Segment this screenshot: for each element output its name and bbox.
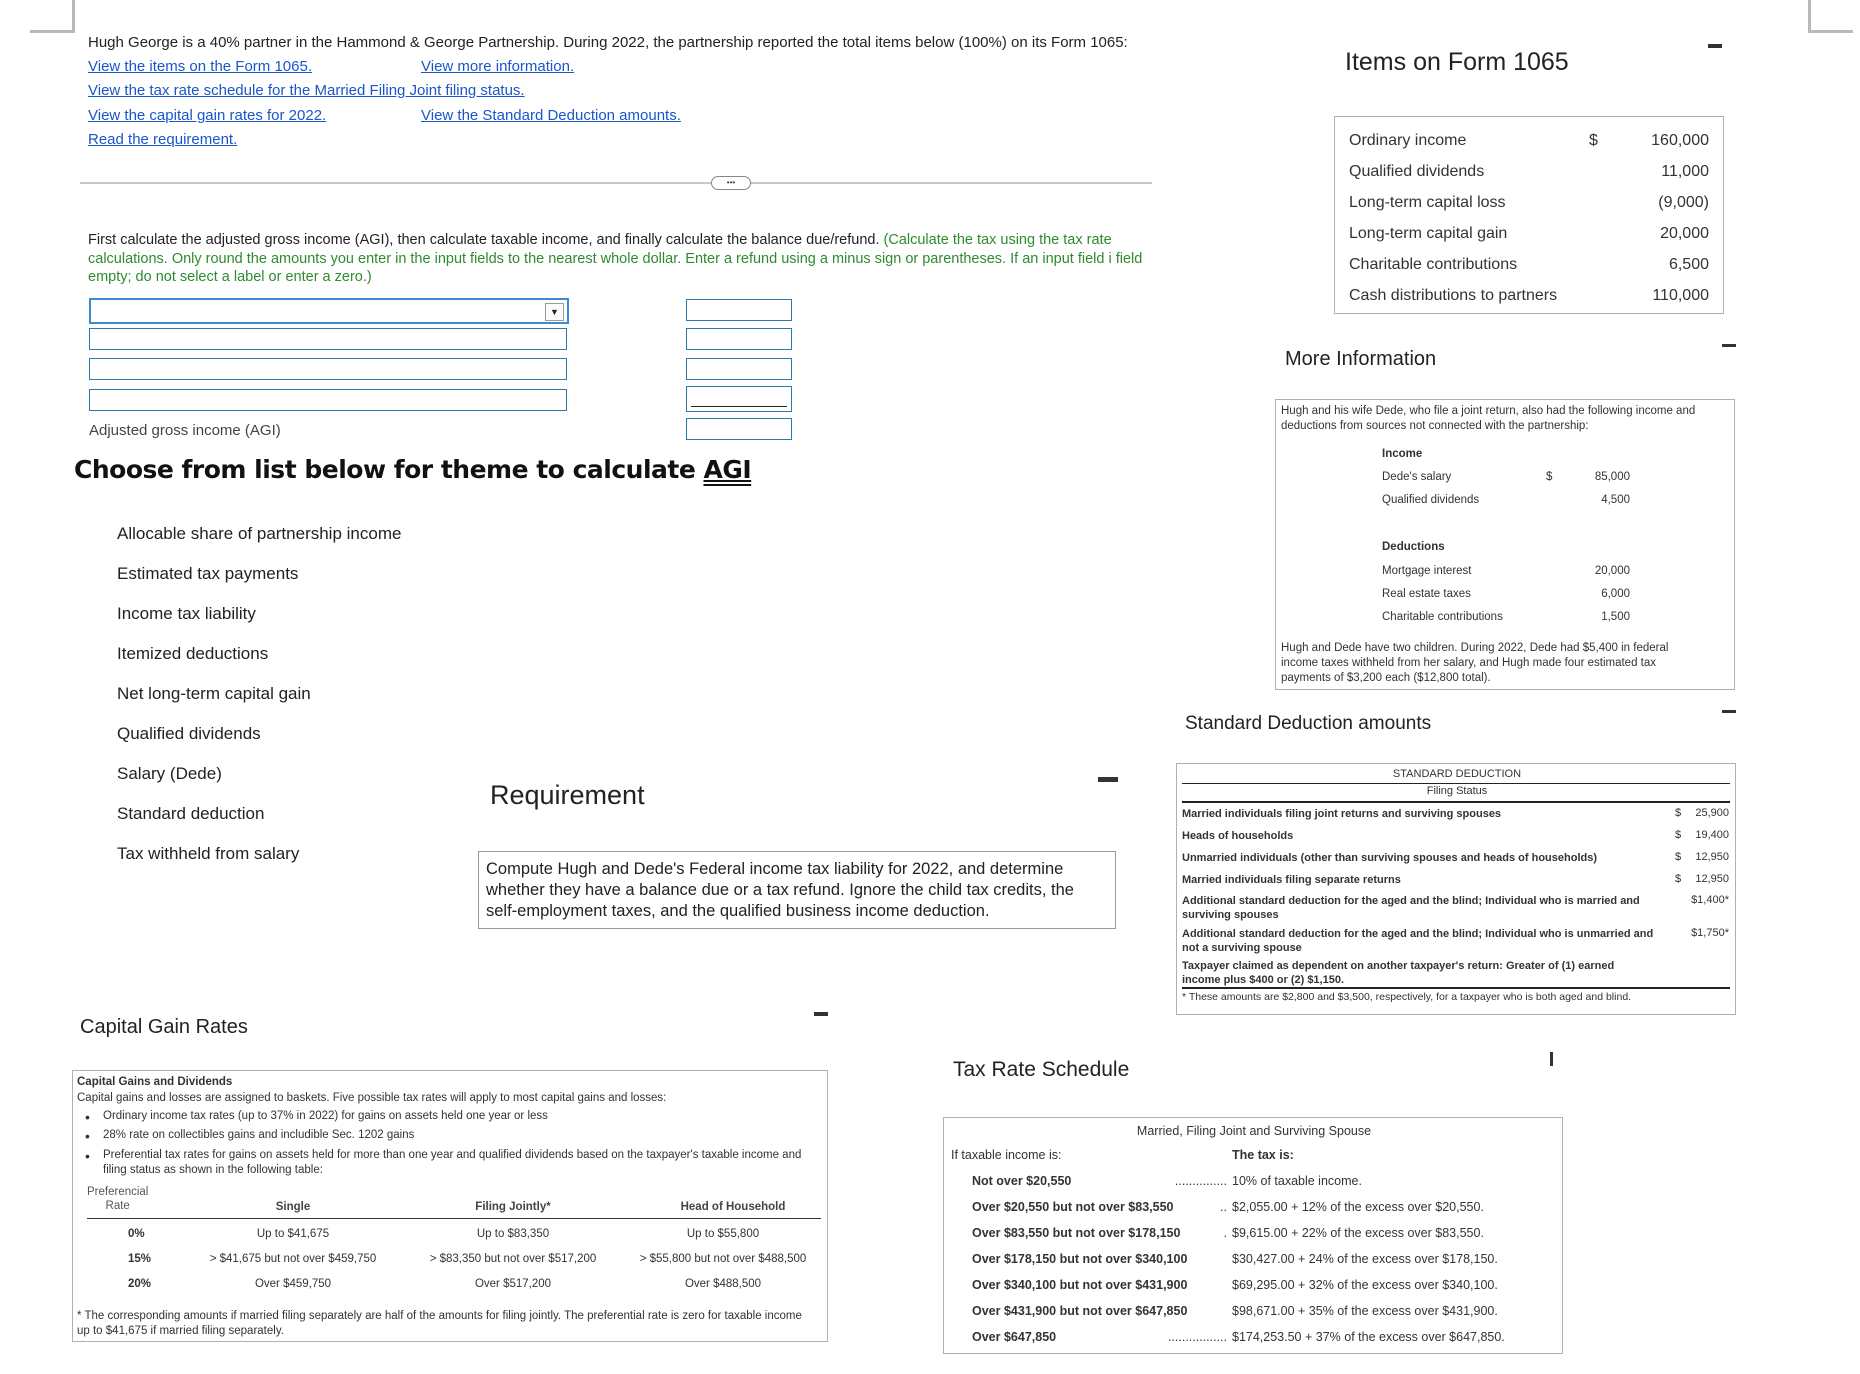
col-the-tax: The tax is: [1232,1148,1294,1162]
cap-gains-bullet: 28% rate on collectibles gains and includible Sec. 1202 gains [103,1129,415,1141]
std-head-1: STANDARD DEDUCTION [1392,768,1522,780]
std-row-value: 19,400 [1695,829,1729,841]
form1065-table [1349,125,1709,311]
cap-gains-header-rule [87,1218,821,1219]
std-head-rule-2 [1182,801,1730,803]
subtotal-rule [691,406,787,407]
form1065-row-label: Charitable contributions [1349,255,1518,273]
form1065-row [1349,280,1709,311]
form1065-row-label: Long-term capital gain [1349,224,1508,242]
expand-button[interactable] [711,176,751,190]
cap-gains-title: Capital Gain Rates [80,1016,248,1038]
cg-joint: Up to $83,350 [476,1228,550,1240]
form1065-row-value: 110,000 [1652,286,1709,304]
label-input-4[interactable] [89,389,567,411]
form1065-row [1349,187,1709,218]
form1065-title: Items on Form 1065 [1345,48,1569,76]
more-info-intro: Hugh and his wife Dede, who file a joint return, also had the following income and deductions from sources not connected with the partnership: [1281,405,1696,432]
choose-heading-text: Choose from list below for theme to calculate [74,455,704,484]
cap-gains-heading: Capital Gains and Dividends [77,1076,233,1088]
ts-dots: ................. [1167,1330,1227,1344]
more-dots-icon: ••• [726,178,736,187]
std-row-label: Taxpayer claimed as dependent on another taxpayer's return: Greater of (1) earned income plus $400 or (2) $1,150. [1182,960,1615,986]
form1065-table-box [1334,116,1724,314]
ts-tax: $69,295.00 + 32% of the excess over $340,100. [1232,1278,1498,1292]
form1065-row-label: Qualified dividends [1349,162,1485,180]
bullet-dot: • [85,1109,90,1125]
deduction-value: 20,000 [1594,565,1630,577]
minimize-icon-form1065[interactable] [1708,44,1722,48]
col-single: Single [275,1201,311,1213]
cg-joint: > $83,350 but not over $517,200 [429,1253,597,1265]
minimize-icon-cap-gains[interactable] [814,1012,828,1016]
cg-hoh: > $55,800 but not over $488,500 [639,1253,807,1265]
form1065-row-value: 11,000 [1661,162,1709,180]
choose-option[interactable]: Net long-term capital gain [117,684,311,703]
link-capital-gain-rates[interactable]: View the capital gain rates for 2022. [88,107,327,124]
deduction-label: Real estate taxes [1382,588,1471,600]
minimize-icon-more-info[interactable] [1722,344,1736,347]
std-footnote: * These amounts are $2,800 and $3,500, respectively, for a taxpayer who is both aged and blind. [1182,991,1632,1003]
tax-schedule-box [943,1117,1563,1354]
amount-input-3[interactable] [686,358,792,380]
corner-bracket-top-right [1808,0,1853,33]
choose-heading [74,455,751,484]
std-row-label: Unmarried individuals (other than surviving spouses and heads of households) [1182,852,1598,864]
ts-bracket: Not over $20,550 [972,1174,1072,1188]
cg-hoh: Up to $55,800 [686,1228,760,1240]
std-row-value: 25,900 [1695,807,1729,819]
choose-option[interactable]: Tax withheld from salary [117,844,300,863]
form1065-row-label: Cash distributions to partners [1349,286,1558,304]
std-row-dollar: $ [1675,829,1682,841]
instruction-note: (Calculate the tax using the tax rate calculations. Only round the amounts you enter in the input fields to the nearest whole dollar. Enter a refund using a minus sign or parentheses. If an input field i field empty; do not select a label or enter a zero.) [88,232,1143,285]
income-label: Dede's salary [1382,471,1452,483]
label-select-1[interactable] [89,298,569,324]
form1065-row-value: 20,000 [1660,224,1709,242]
std-deduction-title: Standard Deduction amounts [1185,713,1432,734]
std-row-label: Additional standard deduction for the aged and the blind; Individual who is married and surviving spouses [1182,895,1640,921]
std-row-value: 12,950 [1695,873,1729,885]
std-row-label: Heads of households [1182,830,1294,842]
deduction-label: Charitable contributions [1382,611,1503,623]
std-head-rule [1182,783,1730,784]
form1065-row-value: 6,500 [1668,255,1709,273]
form1065-row-dollar [1589,187,1619,218]
form1065-row [1349,218,1709,249]
deduction-label: Mortgage interest [1382,565,1472,577]
agi-amount-input[interactable] [686,418,792,440]
cg-hoh: Over $488,500 [684,1278,762,1290]
link-form-1065-items[interactable]: View the items on the Form 1065. [88,58,313,75]
pref-rate-header-2: Rate [105,1200,130,1212]
cap-gains-intro: Capital gains and losses are assigned to baskets. Five possible tax rates will apply to most capital gains and losses: [77,1092,667,1104]
form1065-row-dollar [1589,249,1619,280]
col-joint: Filing Jointly* [475,1201,551,1213]
problem-intro: Hugh George is a 40% partner in the Hammond & George Partnership. During 2022, the partnership reported the total items below (100%) on its Form 1065: [88,34,1128,51]
income-value: 85,000 [1594,471,1630,483]
instruction-main: First calculate the adjusted gross income (AGI), then calculate taxable income, and finally calculate the balance due/refund. [88,232,880,248]
ts-tax: $9,615.00 + 22% of the excess over $83,550. [1232,1226,1484,1240]
requirement-box [478,851,1116,929]
bullet-dot: • [85,1128,90,1144]
amount-input-1[interactable] [686,299,792,321]
amount-input-2[interactable] [686,328,792,350]
std-foot-rule [1182,987,1730,989]
choose-option[interactable]: Estimated tax payments [117,564,299,583]
minimize-icon-requirement[interactable] [1098,777,1118,782]
std-row-label: Additional standard deduction for the aged and the blind; Individual who is unmarried and not a surviving spouse [1182,928,1654,954]
tax-schedule-title: Tax Rate Schedule [953,1058,1130,1081]
form1065-row-label: Ordinary income [1349,131,1467,149]
std-head-2: Filing Status [1426,785,1488,797]
pref-rate-header [87,1185,148,1213]
cg-rate: 15% [128,1253,152,1265]
form1065-row-dollar [1589,218,1619,249]
tax-schedule-head: Married, Filing Joint and Surviving Spouse [1136,1124,1372,1138]
cg-rate: 20% [128,1278,152,1290]
cg-single: Up to $41,675 [256,1228,330,1240]
std-row-value: $1,400* [1691,894,1729,906]
ts-bracket: Over $20,550 but not over $83,550 [972,1200,1174,1214]
form1065-row [1349,156,1709,187]
std-row-label: Married individuals filing joint returns and surviving spouses [1182,808,1502,820]
form1065-row-dollar [1589,280,1619,311]
more-info-box [1275,399,1735,690]
ts-bracket: Over $647,850 [972,1330,1057,1344]
deductions-heading: Deductions [1382,541,1445,553]
choose-option[interactable]: Standard deduction [117,804,265,823]
amount-input-4[interactable] [686,386,792,412]
cap-gains-box [72,1070,828,1342]
ts-tax: $98,671.00 + 35% of the excess over $431,900. [1232,1304,1498,1318]
ts-tax: $30,427.00 + 24% of the excess over $178,150. [1232,1252,1498,1266]
income-dollar: $ [1546,471,1553,483]
link-read-requirement[interactable]: Read the requirement. [88,131,238,148]
ts-bracket: Over $340,100 but not over $431,900 [972,1278,1188,1292]
link-tax-rate-schedule[interactable]: View the tax rate schedule for the Married Filing Joint filing status. [88,82,525,99]
instruction-text [88,231,1156,287]
ts-bracket: Over $83,550 but not over $178,150 [972,1226,1181,1240]
income-label: Qualified dividends [1382,494,1480,506]
choose-option[interactable]: Qualified dividends [117,724,261,743]
deduction-value: 1,500 [1601,611,1630,623]
link-standard-deduction[interactable]: View the Standard Deduction amounts. [421,107,681,124]
choose-option[interactable]: Itemized deductions [117,644,269,663]
income-heading: Income [1382,448,1423,460]
cap-gains-bullet: Preferential tax rates for gains on assets held for more than one year and qualified dividends based on the taxpayer's taxable income and filing status as shown in the following table: [103,1149,802,1176]
section-divider [80,182,1152,184]
pref-rate-header-1: Preferencial [87,1186,149,1198]
form1065-row [1349,125,1709,156]
requirement-title: Requirement [490,780,645,810]
std-deduction-box [1176,763,1736,1015]
cg-joint: Over $517,200 [474,1278,552,1290]
ts-dots: .. [1220,1200,1227,1214]
std-row-value: $1,750* [1691,927,1729,939]
std-row-dollar: $ [1675,807,1682,819]
bullet-dot: • [85,1148,90,1164]
choose-option[interactable]: Income tax liability [117,604,256,623]
link-more-information[interactable]: View more information. [421,58,575,75]
cap-gains-footnote: * The corresponding amounts if married filing separately are half of the amounts for filing jointly. The preferential rate is zero for taxable income up to $41,675 if married filing separately. [77,1310,802,1337]
std-row-value: 12,950 [1695,851,1729,863]
choose-option[interactable]: Allocable share of partnership income [117,524,402,543]
form1065-row-label: Long-term capital loss [1349,193,1506,211]
form1065-row-dollar [1589,156,1619,187]
std-row-label: Married individuals filing separate returns [1182,874,1401,886]
cg-single: > $41,675 but not over $459,750 [209,1253,377,1265]
requirement-text: Compute Hugh and Dede's Federal income tax liability for 2022, and determine whether they have a balance due or a tax refund. Ignore the child tax credits, the self-employment taxes, and the qualified business income deduction. [486,860,1074,920]
ts-tax: 10% of taxable income. [1232,1174,1362,1188]
std-row-dollar: $ [1675,873,1682,885]
deduction-value: 6,000 [1601,588,1630,600]
form1065-row-dollar: $ [1589,131,1598,149]
cg-single: Over $459,750 [254,1278,332,1290]
ts-dots: . [1223,1226,1227,1240]
form1065-row [1349,249,1709,280]
std-row-dollar: $ [1675,851,1682,863]
ts-bracket: Over $178,150 but not over $340,100 [972,1252,1188,1266]
choose-heading-agi: AGI [703,455,752,484]
ts-tax: $2,055.00 + 12% of the excess over $20,550. [1232,1200,1484,1214]
form1065-row-value: 160,000 [1651,131,1709,149]
minimize-icon-std-deduction[interactable] [1722,710,1736,713]
label-input-2[interactable] [89,328,567,350]
minimize-icon-tax-schedule[interactable] [1550,1052,1553,1066]
label-input-3[interactable] [89,358,567,380]
ts-bracket: Over $431,900 but not over $647,850 [972,1304,1188,1318]
ts-tax: $174,253.50 + 37% of the excess over $647,850. [1232,1330,1505,1344]
col-hoh: Head of Household [680,1201,786,1213]
more-info-footer: Hugh and Dede have two children. During 2022, Dede had $5,400 in federal income taxes withheld from her salary, and Hugh made four estimated tax payments of $3,200 each ($12,800 total). [1281,642,1669,684]
cap-gains-bullet: Ordinary income tax rates (up to 37% in 2022) for gains on assets held one year or less [103,1110,548,1122]
agi-label: Adjusted gross income (AGI) [89,422,281,439]
income-value: 4,500 [1601,494,1630,506]
ts-dots: ............... [1174,1174,1227,1188]
choose-option[interactable]: Salary (Dede) [117,764,222,783]
dropdown-arrow-icon: ▼ [545,303,564,321]
cg-rate: 0% [128,1228,145,1240]
col-if-taxable: If taxable income is: [951,1148,1062,1162]
corner-bracket-top-left [30,0,75,33]
form1065-row-value: (9,000) [1658,193,1709,211]
more-info-title: More Information [1285,348,1437,370]
